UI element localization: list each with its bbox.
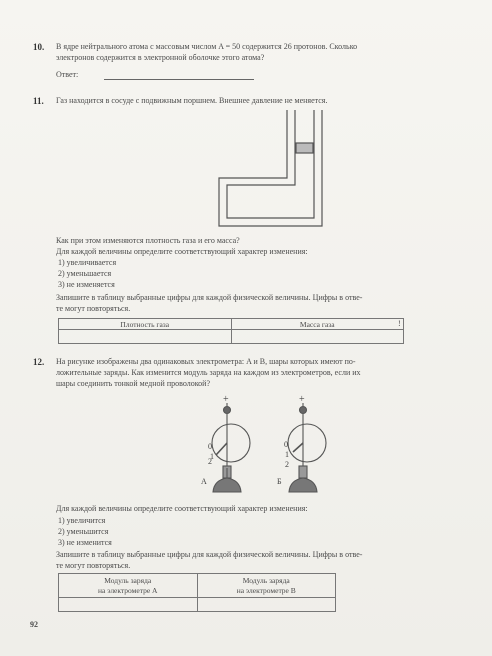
question-11-table-instruction-1: Запишите в таблицу выбранные цифры для каждой физической величины. Цифры в отве- bbox=[56, 293, 363, 302]
question-11-option-3: 3) не изменяется bbox=[58, 280, 115, 289]
vessel-with-piston-figure bbox=[219, 110, 322, 226]
question-10-answer-label: Ответ: bbox=[56, 70, 79, 79]
electrometer-a-base bbox=[213, 478, 241, 492]
electrometer-a-tick-2: 2 bbox=[208, 457, 212, 466]
electrometer-labels bbox=[201, 394, 305, 486]
question-12-option-3: 3) не изменится bbox=[58, 538, 112, 547]
question-12-line-3: шары соединить тонкой медной проволокой? bbox=[56, 379, 211, 388]
question-11-table-instruction-2: те могут повторяться. bbox=[56, 304, 131, 313]
page-number: 92 bbox=[30, 620, 38, 629]
question-12-instruction: Для каждой величины определите соответствующий характер изменения: bbox=[56, 504, 308, 513]
q12-col-a-line-2: на электрометре A bbox=[98, 585, 158, 595]
electrometer-b-tick-1: 1 bbox=[285, 450, 289, 459]
question-12-line-2: ложительные заряды. Как изменится модуль заряда на каждом из электрометров, если их bbox=[56, 368, 361, 377]
electrometer-b-ball bbox=[300, 407, 307, 414]
electrometer-b-figure bbox=[288, 403, 326, 492]
question-12-line-1: На рисунке изображены два одинаковых электрометра: A и B, шары которых имеют по- bbox=[56, 357, 356, 366]
question-12-option-1: 1) увеличится bbox=[58, 516, 106, 525]
electrometer-a-scale bbox=[212, 424, 250, 462]
electrometer-b-needle bbox=[293, 443, 303, 452]
electrometer-a-tick-1: 1 bbox=[210, 452, 214, 461]
q11-col-mass: Масса газа bbox=[231, 319, 404, 330]
electrometer-a-ball bbox=[224, 407, 231, 414]
question-12-table-instruction-1: Запишите в таблицу выбранные цифры для каждой физической величины. Цифры в отве- bbox=[56, 550, 363, 559]
question-10-line-1: В ядре нейтрального атома с массовым числом A = 50 содержится 26 протонов. Сколько bbox=[56, 42, 358, 51]
question-12-option-2: 2) уменьшится bbox=[58, 527, 109, 536]
electrometer-b-stand bbox=[299, 466, 307, 478]
question-11-question: Как при этом изменяются плотность газа и его масса? bbox=[56, 236, 240, 245]
electrometer-a-label: A bbox=[201, 477, 207, 486]
question-10-line-2: электронов содержится в электронной оболочке этого атома? bbox=[56, 53, 265, 62]
electrometer-b-scale bbox=[288, 424, 326, 462]
q12-col-b-line-1: Модуль заряда bbox=[242, 575, 290, 585]
question-10-number: 10. bbox=[33, 42, 45, 52]
question-12-table-instruction-2: те могут повторяться. bbox=[56, 561, 131, 570]
question-11-instruction: Для каждой величины определите соответствующий характер изменения: bbox=[56, 247, 308, 256]
electrometer-a-plus: + bbox=[223, 394, 229, 405]
piston bbox=[296, 143, 313, 153]
q12-col-a-line-1: Модуль заряда bbox=[104, 575, 152, 585]
electrometer-a-tick-0: 0 bbox=[208, 442, 212, 451]
electrometer-a-figure bbox=[212, 403, 250, 492]
electrometer-a-needle bbox=[216, 443, 227, 455]
vessel-outer-wall bbox=[219, 110, 322, 226]
question-11-mark: ! bbox=[398, 319, 401, 328]
question-11-number: 11. bbox=[33, 96, 44, 106]
electrometer-b-tick-2: 2 bbox=[285, 460, 289, 469]
q12-col-b-line-2: на электрометре B bbox=[236, 585, 296, 595]
question-11-option-2: 2) уменьшается bbox=[58, 269, 112, 278]
electrometer-b-label: Б bbox=[277, 477, 282, 486]
question-12-number: 12. bbox=[33, 357, 45, 367]
q11-col-density: Плотность газа bbox=[59, 319, 232, 330]
question-11-statement: Газ находится в сосуде с подвижным поршнем. Внешнее давление не меняется. bbox=[56, 96, 328, 105]
electrometer-b-plus: + bbox=[299, 394, 305, 405]
electrometer-b-base bbox=[289, 478, 317, 492]
vessel-inner-wall bbox=[227, 110, 314, 218]
question-11-option-1: 1) увеличивается bbox=[58, 258, 117, 267]
electrometer-b-tick-0: 0 bbox=[284, 440, 288, 449]
